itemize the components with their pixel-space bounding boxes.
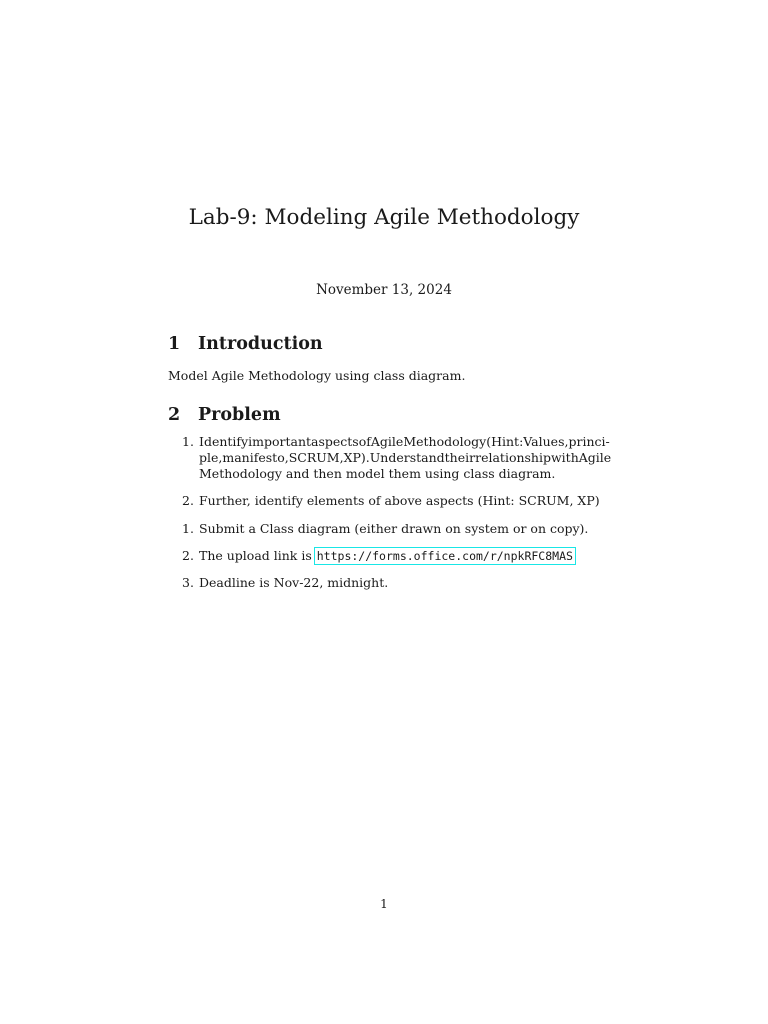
word: Values, — [523, 434, 569, 449]
word: SCRUM, — [288, 450, 344, 465]
word: aspects — [311, 434, 359, 449]
list-item-text — [199, 548, 600, 564]
list-item-text — [199, 434, 612, 482]
list-marker: 2. — [182, 493, 194, 508]
text-line: Submit a Class diagram (either drawn on system or on copy). — [199, 521, 589, 536]
word: princi- — [568, 434, 610, 449]
section-title: Problem — [198, 405, 281, 425]
list-marker: 1. — [182, 521, 194, 536]
word: Agile — [370, 434, 404, 449]
link-prefix-text: The upload link is — [199, 548, 316, 563]
word: XP). — [343, 450, 370, 465]
word: relationship — [475, 450, 551, 465]
word: Hint: — [491, 434, 524, 449]
word: manifesto, — [222, 450, 289, 465]
section-number: 2 — [168, 405, 181, 425]
text-line — [199, 548, 600, 564]
text-line: Methodology and then model them using class diagram. — [199, 466, 556, 481]
word: Identify — [199, 434, 249, 449]
introduction-paragraph: Model Agile Methodology using class diagram. — [168, 368, 466, 383]
section-heading-problem — [168, 405, 281, 425]
word: important — [248, 434, 312, 449]
justified-line — [199, 434, 610, 450]
text-line: Deadline is Nov-22, midnight. — [199, 575, 389, 590]
section-title: Introduction — [198, 334, 323, 354]
justified-line — [199, 450, 612, 466]
document-title: Lab-9: Modeling Agile Methodology — [188, 205, 580, 230]
list-item-text — [199, 575, 600, 591]
list-marker: 2. — [182, 548, 194, 563]
section-heading-introduction — [168, 334, 323, 354]
word: their — [444, 450, 476, 465]
text-line: Further, identify elements of above aspects (Hint: SCRUM, XP) — [199, 493, 600, 508]
list-marker: 1. — [182, 434, 194, 449]
list-item-text — [199, 493, 600, 509]
word: of — [358, 434, 371, 449]
word: with — [550, 450, 579, 465]
list-item — [182, 521, 600, 537]
list-item — [182, 493, 600, 509]
section-number: 1 — [168, 334, 181, 354]
word: Agile — [578, 450, 612, 465]
word: ple, — [199, 450, 223, 465]
document-date: November 13, 2024 — [316, 282, 452, 298]
page-number: 1 — [380, 897, 388, 911]
list-item-text — [199, 521, 600, 537]
word: Methodology( — [403, 434, 492, 449]
list-item — [182, 434, 612, 482]
list-item — [182, 548, 600, 564]
list-item — [182, 575, 600, 591]
list-marker: 3. — [182, 575, 194, 590]
upload-link[interactable]: https://forms.office.com/r/npkRFC8MAS — [316, 549, 573, 563]
word: Understand — [369, 450, 445, 465]
